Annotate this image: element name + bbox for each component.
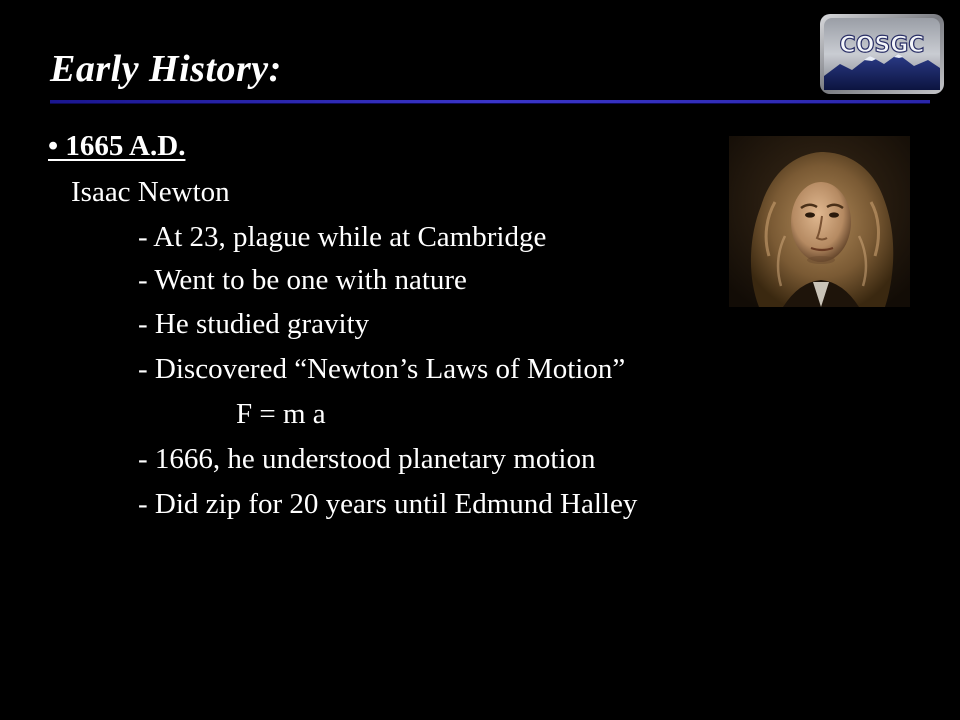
cosgc-logo [818, 12, 946, 96]
list-item: - Did zip for 20 years until Edmund Halley [138, 488, 638, 520]
slide-title: Early History: [50, 48, 282, 90]
title-underline-rule [50, 100, 930, 103]
list-item: - Discovered “Newton’s Laws of Motion” [138, 353, 626, 385]
svg-text:COSGC: COSGC [839, 33, 925, 58]
formula: F = m a [236, 398, 326, 430]
list-item: - At 23, plague while at Cambridge [138, 221, 547, 253]
bullet-heading: • 1665 A.D. [48, 130, 186, 162]
list-item: - 1666, he understood planetary motion [138, 443, 596, 475]
isaac-newton-portrait-icon [729, 136, 910, 307]
list-item: - He studied gravity [138, 308, 370, 340]
list-item: - Went to be one with nature [138, 264, 467, 296]
subheading: Isaac Newton [71, 176, 230, 208]
